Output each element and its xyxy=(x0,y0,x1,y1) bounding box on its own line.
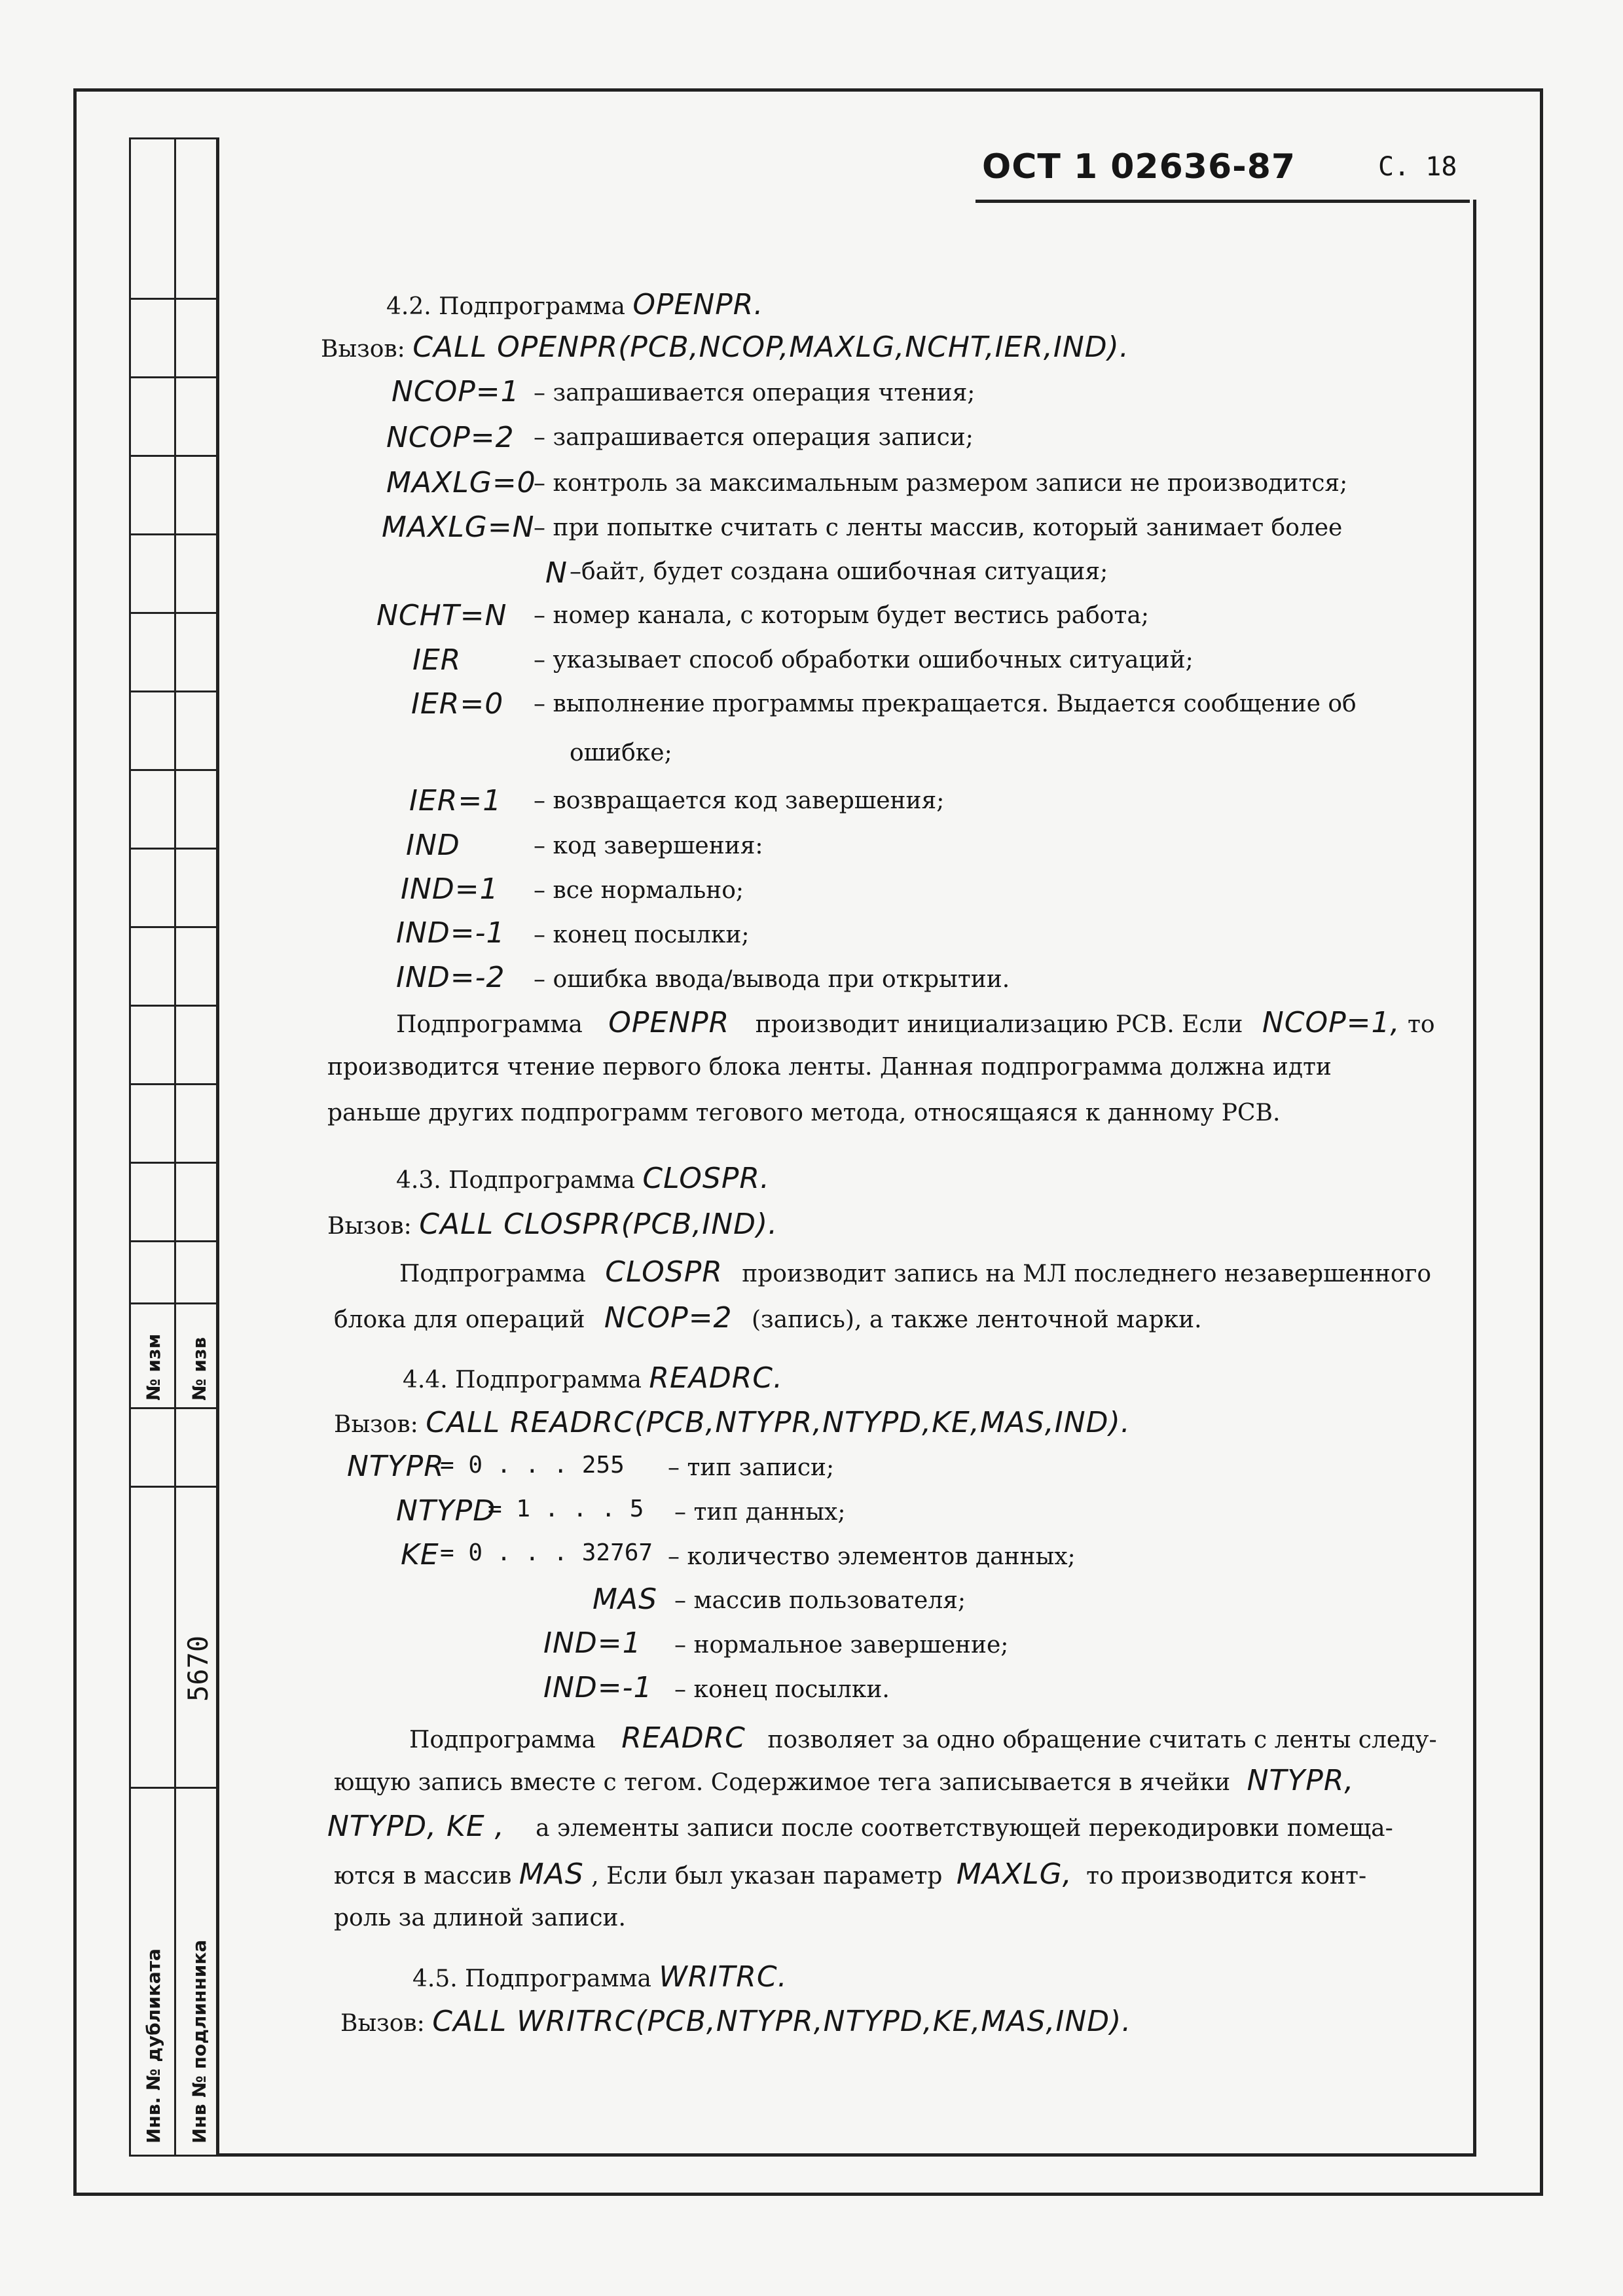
text: производит запись на МЛ последнего незавершенного xyxy=(742,1261,1432,1287)
param-key: MAS xyxy=(593,1583,657,1616)
param-desc: – запрашивается операция чтения; xyxy=(534,380,976,406)
heading-prefix: 4.4. Подпрограмма xyxy=(403,1367,642,1393)
heading-name: CLOSPR. xyxy=(642,1162,770,1195)
side-divider xyxy=(129,1162,219,1164)
text: то производится конт- xyxy=(1086,1863,1367,1890)
paragraph xyxy=(327,1810,1393,1843)
code-ref: NTYPR, xyxy=(1247,1764,1355,1797)
section-4-5-heading xyxy=(412,1960,788,1994)
param-desc: – конец посылки. xyxy=(674,1676,890,1703)
side-divider xyxy=(129,848,219,850)
param-desc: – запрашивается операция записи; xyxy=(534,424,974,451)
text: позволяет за одно обращение считать с ленты следу- xyxy=(767,1727,1437,1753)
param-desc: – при попытке считать с ленты массив, который занимает более xyxy=(534,514,1343,541)
code-ref: MAS xyxy=(519,1857,584,1891)
param-desc: – код завершения: xyxy=(534,833,763,859)
param-desc: –байт, будет создана ошибочная ситуация; xyxy=(570,558,1108,585)
param-desc: – количество элементов данных; xyxy=(668,1543,1076,1570)
text: (запись), а также ленточной марки. xyxy=(752,1306,1202,1333)
text: ющую запись вместе с тегом. Содержимое тега записывается в ячейки xyxy=(334,1769,1231,1796)
section-4-4-call xyxy=(334,1406,1131,1439)
paragraph: роль за длиной записи. xyxy=(334,1905,626,1931)
heading-name: WRITRC. xyxy=(659,1960,788,1994)
paragraph xyxy=(334,1764,1354,1797)
text: а элементы записи после соответствующей перекодировки помеща- xyxy=(536,1815,1393,1842)
param-desc: – все нормально; xyxy=(534,877,744,904)
paragraph: производится чтение первого блока ленты. Данная подпрограмма должна идти xyxy=(327,1054,1332,1081)
param-key: NTYPR xyxy=(347,1450,445,1483)
param-key: NCOP=2 xyxy=(386,421,515,454)
no-izm-label: № изм xyxy=(143,1333,164,1401)
side-divider xyxy=(129,1240,219,1242)
param-range: = 1 . . . 5 xyxy=(488,1496,644,1522)
paragraph xyxy=(409,1721,1437,1755)
side-divider xyxy=(129,533,219,535)
side-divider xyxy=(129,1302,219,1304)
param-key: KE xyxy=(401,1538,439,1571)
code-ref: READRC xyxy=(621,1721,746,1755)
heading-prefix: 4.2. Подпрограмма xyxy=(386,293,625,320)
param-key: NTYPD xyxy=(396,1494,496,1528)
param-key: MAXLG=N xyxy=(382,511,535,544)
call-text: CALL WRITRC(PCB,NTYPR,NTYPD,KE,MAS,IND). xyxy=(432,2005,1132,2038)
heading-prefix: 4.5. Подпрограмма xyxy=(412,1965,651,1992)
side-divider xyxy=(129,1486,219,1488)
side-divider xyxy=(129,455,219,457)
no-izv-label: № изв xyxy=(189,1336,210,1401)
text: , Если был указан параметр xyxy=(591,1863,943,1890)
call-text: CALL CLOSPR(PCB,IND). xyxy=(419,1208,778,1241)
code-ref: NCOP=2 xyxy=(604,1301,733,1335)
text: Подпрограмма xyxy=(399,1261,586,1287)
heading-name: OPENPR. xyxy=(632,288,764,321)
param-desc: – контроль за максимальным размером записи не производится; xyxy=(534,470,1348,497)
param-key: IND=-1 xyxy=(396,916,505,950)
param-desc: – указывает способ обработки ошибочных ситуаций; xyxy=(534,647,1194,673)
param-key: IND=1 xyxy=(543,1626,642,1660)
paragraph xyxy=(334,1857,1366,1891)
side-divider xyxy=(129,769,219,771)
text: ются в массив xyxy=(334,1863,512,1890)
param-desc: – выполнение программы прекращается. Выдается сообщение об xyxy=(534,691,1357,717)
text: Подпрограмма xyxy=(409,1727,596,1753)
section-4-2-heading xyxy=(386,288,763,321)
param-desc: – возвращается код завершения; xyxy=(534,787,945,814)
param-range: = 0 . . . 32767 xyxy=(440,1539,653,1566)
param-desc: – ошибка ввода/вывода при открытии. xyxy=(534,966,1010,993)
param-key: IND=-1 xyxy=(543,1671,653,1704)
page-number: С. 18 xyxy=(1378,152,1457,182)
param-key: IND=-2 xyxy=(396,961,505,994)
call-text: CALL READRC(PCB,NTYPR,NTYPD,KE,MAS,IND). xyxy=(426,1406,1131,1439)
document-code: ОСТ 1 02636-87 xyxy=(982,147,1296,187)
call-prefix: Вызов: xyxy=(321,336,405,363)
text: то xyxy=(1407,1011,1435,1038)
param-desc: – массив пользователя; xyxy=(674,1587,966,1614)
param-key: N xyxy=(545,556,568,590)
param-key: IER=0 xyxy=(411,687,504,721)
param-range: = 0 . . . 255 xyxy=(440,1452,625,1479)
heading-name: READRC. xyxy=(649,1361,784,1395)
side-divider xyxy=(129,612,219,614)
param-key: NCOP=1 xyxy=(392,375,520,408)
call-prefix: Вызов: xyxy=(327,1213,412,1240)
section-4-2-call xyxy=(321,331,1129,364)
text: производит инициализацию PCB. Если xyxy=(755,1011,1243,1038)
header-underline xyxy=(976,200,1470,203)
param-desc: – нормальное завершение; xyxy=(674,1632,1009,1659)
side-divider xyxy=(129,1787,219,1789)
text: блока для операций xyxy=(334,1306,585,1333)
code-ref: OPENPR xyxy=(608,1006,730,1039)
side-divider xyxy=(129,1083,219,1085)
side-divider xyxy=(129,1407,219,1409)
section-4-3-call xyxy=(327,1208,778,1241)
param-key: IND=1 xyxy=(401,872,499,906)
param-key: IER xyxy=(412,643,462,677)
code-ref: MAXLG, xyxy=(956,1857,1072,1891)
call-prefix: Вызов: xyxy=(340,2010,425,2037)
paragraph: раньше других подпрограмм тегового метода, относящаяся к данному PCB. xyxy=(327,1100,1281,1126)
paragraph xyxy=(334,1301,1202,1335)
param-desc: – конец посылки; xyxy=(534,922,750,948)
call-text: CALL OPENPR(PCB,NCOP,MAXLG,NCHT,IER,IND). xyxy=(412,331,1129,364)
side-divider xyxy=(129,376,219,378)
call-prefix: Вызов: xyxy=(334,1411,418,1438)
code-ref: CLOSPR xyxy=(605,1255,723,1289)
param-key: IER=1 xyxy=(409,784,502,817)
heading-prefix: 4.3. Подпрограмма xyxy=(396,1167,635,1194)
section-4-5-call xyxy=(340,2005,1131,2038)
param-desc: – тип данных; xyxy=(674,1499,846,1526)
bottom-line xyxy=(216,2153,1476,2157)
side-divider xyxy=(129,926,219,928)
side-divider xyxy=(129,1005,219,1007)
side-column-left xyxy=(129,137,176,2157)
param-key: NCHT=N xyxy=(376,599,507,632)
text-area-right-line xyxy=(1473,200,1476,2157)
paragraph xyxy=(399,1255,1431,1289)
param-key: IND xyxy=(406,829,460,862)
section-4-3-heading xyxy=(396,1162,770,1195)
param-desc: – номер канала, с которым будет вестись работа; xyxy=(534,602,1149,629)
side-divider xyxy=(129,298,219,300)
param-desc: ошибке; xyxy=(570,740,672,766)
inv-number: 5670 xyxy=(182,1635,214,1702)
side-divider xyxy=(129,691,219,692)
text: Подпрограмма xyxy=(396,1011,583,1038)
param-key: MAXLG=0 xyxy=(386,466,536,499)
side-column-right xyxy=(174,137,219,2157)
code-ref: NCOP=1, xyxy=(1262,1006,1400,1039)
inv-duplicate-label: Инв. № дубликата xyxy=(143,1948,164,2144)
section-4-4-heading xyxy=(403,1361,783,1395)
code-ref: NTYPD, KE , xyxy=(327,1810,505,1843)
inv-original-label: Инв № подлинника xyxy=(189,1939,210,2144)
paragraph xyxy=(396,1006,1435,1039)
param-desc: – тип записи; xyxy=(668,1454,835,1481)
